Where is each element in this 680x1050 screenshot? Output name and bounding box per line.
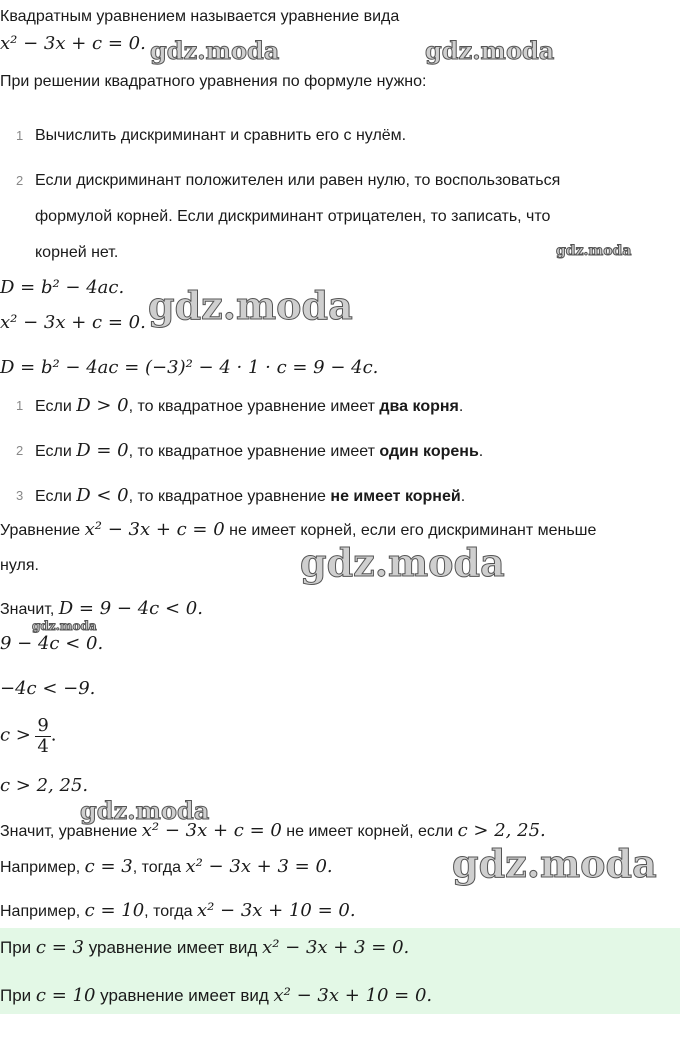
intro-equation: x² − 3x + c = 0. bbox=[0, 33, 146, 54]
watermark: gdz.moda bbox=[80, 796, 210, 825]
case-end: . bbox=[458, 398, 464, 415]
answer-condition: c = 3 bbox=[35, 937, 84, 958]
inequality-lhs: c > bbox=[0, 724, 31, 746]
conclusion-prefix: Уравнение bbox=[0, 522, 81, 539]
watermark: gdz.moda bbox=[32, 619, 97, 633]
example-middle: , тогда bbox=[132, 859, 182, 876]
example-middle: , тогда bbox=[144, 903, 193, 920]
answer-prefix: При bbox=[0, 938, 32, 957]
case-item bbox=[35, 440, 483, 463]
fraction-denominator: 4 bbox=[37, 736, 49, 757]
example-equation: x² − 3x + 10 = 0. bbox=[196, 900, 356, 921]
case-result: один корень bbox=[379, 443, 479, 460]
step-text: Если дискриминант положителен или равен нулю, то воспользоваться bbox=[35, 172, 561, 189]
answer-middle: уравнение имеет вид bbox=[88, 938, 258, 957]
answer-middle: уравнение имеет вид bbox=[100, 986, 269, 1005]
case-result: не имеет корней bbox=[330, 488, 461, 505]
solution-prefix: Значит, уравнение bbox=[0, 823, 138, 840]
case-prefix: Если bbox=[35, 443, 72, 460]
example-condition: c = 3 bbox=[84, 856, 133, 877]
list-number: 1 bbox=[16, 398, 24, 413]
watermark: gdz.moda bbox=[425, 36, 555, 65]
case-result: два корня bbox=[379, 398, 459, 415]
case-condition: D < 0 bbox=[76, 485, 129, 506]
list-number: 3 bbox=[16, 488, 24, 503]
conclusion-equation: x² − 3x + c = 0 bbox=[84, 519, 225, 540]
case-prefix: Если bbox=[35, 488, 72, 505]
solution-equation: D = 9 − 4c < 0. bbox=[58, 598, 203, 619]
solution-equation: x² − 3x + c = 0 bbox=[141, 820, 282, 841]
solution-step-3: −4c < −9. bbox=[0, 678, 96, 699]
intro-method: При решении квадратного уравнения по формуле нужно: bbox=[0, 73, 427, 90]
fraction-numerator: 9 bbox=[37, 715, 49, 736]
formula-equation: x² − 3x + c = 0. bbox=[0, 312, 146, 333]
list-number: 2 bbox=[16, 173, 24, 188]
case-end: . bbox=[460, 488, 466, 505]
example-prefix: Например, bbox=[0, 859, 81, 876]
example-1 bbox=[0, 856, 333, 879]
step-text: Вычислить дискриминант и сравнить его с нулём. bbox=[35, 127, 407, 144]
watermark: gdz.moda bbox=[556, 243, 632, 259]
example-2 bbox=[0, 900, 356, 923]
answer-equation: x² − 3x + 3 = 0. bbox=[262, 937, 410, 958]
list-number: 1 bbox=[16, 128, 24, 143]
case-middle: , то квадратное уравнение имеет bbox=[128, 443, 375, 460]
watermark: gdz.moda bbox=[300, 540, 505, 585]
case-middle: , то квадратное уравнение имеет bbox=[128, 398, 375, 415]
solution-prefix: Значит, bbox=[0, 601, 55, 618]
conclusion-line1 bbox=[0, 519, 596, 542]
watermark: gdz.moda bbox=[452, 841, 657, 886]
answer-2 bbox=[0, 985, 432, 1007]
step-text: корней нет. bbox=[35, 244, 119, 261]
case-prefix: Если bbox=[35, 398, 72, 415]
fraction bbox=[35, 716, 50, 757]
solution-step-2: 9 − 4c < 0. bbox=[0, 633, 104, 654]
case-item bbox=[35, 485, 465, 508]
case-condition: D > 0 bbox=[76, 395, 129, 416]
answer-1 bbox=[0, 937, 409, 959]
solution-step-5: c > 2, 25. bbox=[0, 775, 89, 796]
answer-equation: x² − 3x + 10 = 0. bbox=[273, 985, 433, 1006]
intro-definition: Квадратным уравнением называется уравнение вида bbox=[0, 8, 400, 25]
solution-condition: c > 2, 25. bbox=[457, 820, 546, 841]
formula-disc-computed: D = b² − 4ac = (−3)² − 4 · 1 · c = 9 − 4c. bbox=[0, 357, 379, 378]
example-prefix: Например, bbox=[0, 903, 81, 920]
case-item bbox=[35, 395, 463, 418]
solution-step-4: c > $\frac{9}{4}$ . bbox=[0, 715, 57, 757]
watermark: gdz.moda bbox=[150, 36, 280, 65]
conclusion-suffix: не имеет корней, если его дискриминант меньше bbox=[229, 522, 597, 539]
step-text: формулой корней. Если дискриминант отрицателен, то записать, что bbox=[35, 208, 551, 225]
example-condition: c = 10 bbox=[84, 900, 145, 921]
solution-middle: не имеет корней, если bbox=[286, 823, 454, 840]
conclusion-line2: нуля. bbox=[0, 557, 39, 574]
list-number: 2 bbox=[16, 443, 24, 458]
formula-disc-general: D = b² − 4ac. bbox=[0, 277, 125, 298]
watermark: gdz.moda bbox=[148, 283, 353, 328]
example-equation: x² − 3x + 3 = 0. bbox=[185, 856, 333, 877]
case-end: . bbox=[478, 443, 484, 460]
answer-prefix: При bbox=[0, 986, 32, 1005]
answer-condition: c = 10 bbox=[35, 985, 96, 1006]
case-middle: , то квадратное уравнение bbox=[128, 488, 326, 505]
solution-step-1 bbox=[0, 598, 203, 621]
case-condition: D = 0 bbox=[76, 440, 129, 461]
